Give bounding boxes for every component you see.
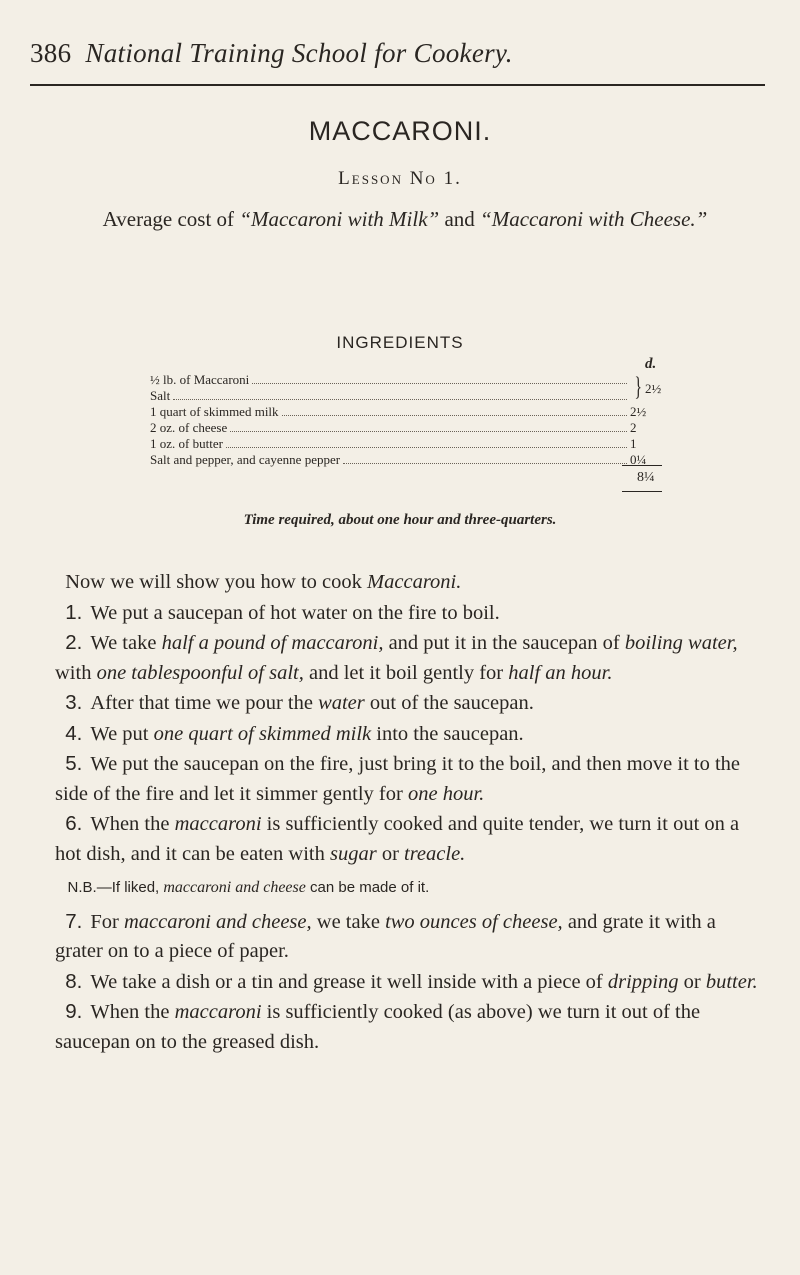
ingredient-row <box>150 452 670 468</box>
ingredient-cost: 2 <box>630 420 637 435</box>
dish-cheese: “Maccaroni with Cheese.” <box>480 207 708 231</box>
total-cost: 8¼ <box>637 470 655 485</box>
time-required: Time required, about one hour and three-quarters. <box>243 512 557 528</box>
step-9: 9. When the maccaroni is sufficiently cooked (as above) we turn it out of the saucepan on to the greased dish. <box>55 1000 701 1053</box>
ingredient-row <box>150 436 670 452</box>
instructions <box>55 568 767 1057</box>
ingredient-row <box>150 420 670 436</box>
step-4: 4. We put one quart of skimmed milk into the saucepan. <box>65 721 524 745</box>
ingredient-row <box>150 404 670 420</box>
step-8: 8. We take a dish or a tin and grease it well inside with a piece of dripping or butter. <box>65 969 758 993</box>
ingredient-row <box>150 388 670 404</box>
step-5: 5. We put the saucepan on the fire, just bring it to the boil, and then move it to the side of the fire and let it simmer gently for one hour. <box>55 752 741 805</box>
ingredient-name: Salt and pepper, and cayenne pepper <box>150 452 341 467</box>
ingredient-cost: 0¼ <box>630 452 647 467</box>
avg-prefix: Average cost of <box>102 207 240 231</box>
dish-milk: “Maccaroni with Milk” <box>239 207 440 231</box>
step-6: 6. When the maccaroni is sufficiently cooked and quite tender, we turn it out on a hot dish, and it can be eaten with sugar or treacle. <box>55 812 740 865</box>
ingredients-list <box>150 372 670 468</box>
grouping-brace: } <box>634 372 642 401</box>
sum-rule-top <box>622 465 662 466</box>
avg-and: and <box>439 207 481 231</box>
step-1: 1. We put a saucepan of hot water on the fire to boil. <box>65 600 500 624</box>
note-paragraph: N.B.—If liked, maccaroni and cheese can be made of it. <box>67 879 430 896</box>
ingredient-name: Salt <box>150 388 171 403</box>
running-title: National Training School for Cookery. <box>85 38 513 68</box>
ingredients-heading: INGREDIENTS <box>336 333 464 352</box>
ingredient-cost: 1 <box>630 436 637 451</box>
header-rule <box>30 84 765 86</box>
step-3: 3. After that time we pour the water out of the saucepan. <box>65 691 534 714</box>
step-7: 7. For maccaroni and cheese, we take two ounces of cheese, and grate it with a grater on to a piece of paper. <box>55 909 716 962</box>
ingredient-name: 1 quart of skimmed milk <box>150 404 279 419</box>
grouped-cost: 2½ <box>645 381 662 396</box>
page-number: 386 <box>30 38 72 68</box>
lesson-number: Lesson No 1. <box>338 168 462 189</box>
ingredient-name: 1 oz. of butter <box>150 436 223 451</box>
sum-rule-bottom <box>622 491 662 492</box>
pence-column-label: d. <box>645 356 657 372</box>
average-cost-line <box>45 205 765 234</box>
step-2: 2. We take half a pound of maccaroni, and put it in the saucepan of boiling water, with one tablespoonful of salt, and let it boil gently for half an hour. <box>55 631 738 684</box>
recipe-title: MACCARONI. <box>308 116 492 146</box>
ingredient-cost: 2½ <box>630 404 647 419</box>
ingredient-name: ½ lb. of Maccaroni <box>150 372 250 387</box>
running-header <box>30 38 770 78</box>
intro-paragraph: Now we will show you how to cook Maccaroni. <box>65 571 462 593</box>
ingredient-name: 2 oz. of cheese <box>150 420 228 435</box>
ingredient-row <box>150 372 670 388</box>
